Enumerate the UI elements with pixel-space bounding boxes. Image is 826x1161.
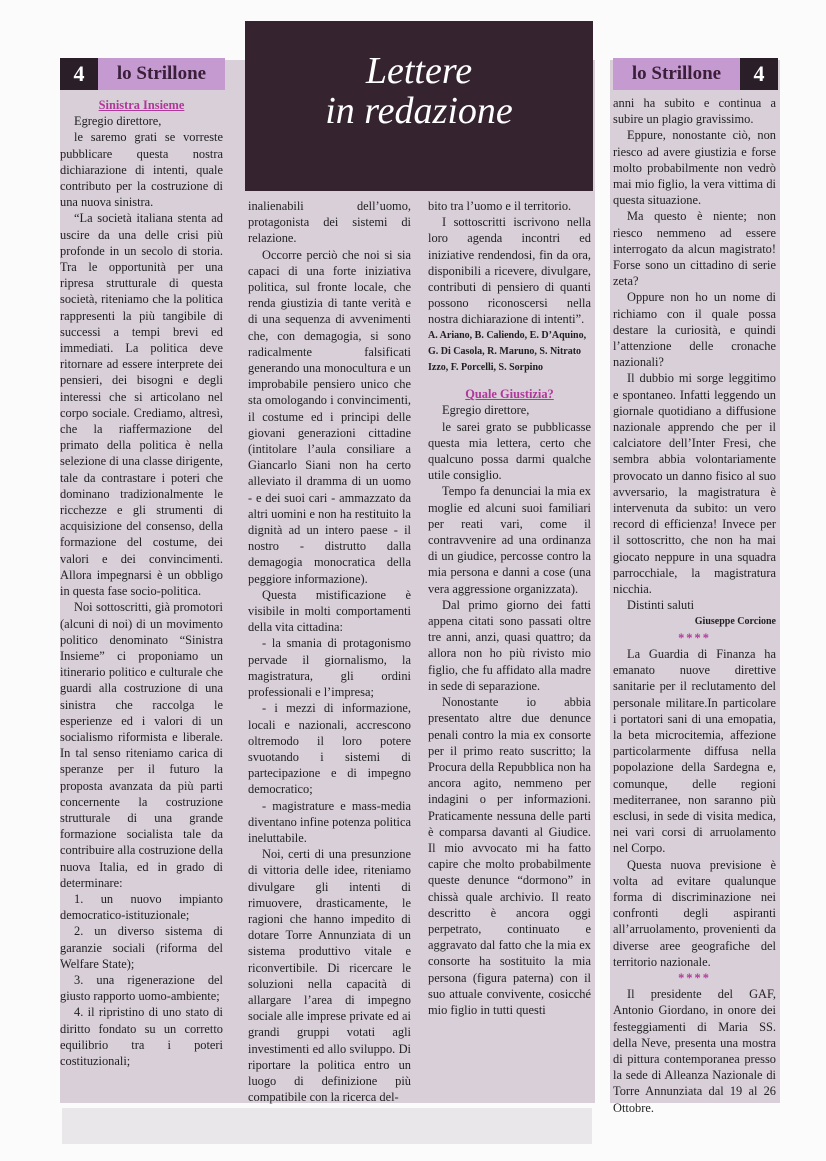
paragraph: 4. il ripristino di uno stato di diritto fondato su un corretto equilibrio tra i poteri costituzionali; [60, 1005, 223, 1068]
paragraph: - i mezzi di informazione, locali e nazionali, accrescono oltremodo il loro potere svuotando i sistemi di partecipazione e di impegno democratico; [248, 701, 411, 797]
paragraph: Egregio direttore, [442, 403, 530, 418]
page-number-left: 4 [60, 58, 98, 90]
paragraph: anni ha subito e continua a subire un plagio gravissimo. [613, 96, 776, 127]
paragraph: Oppure non ho un nome di richiamo con il quale possa destare la curiosità, e quindi l’attenzione delle cronache nazionali? [613, 290, 776, 370]
paragraph: Il presidente del GAF, Antonio Giordano, in onore dei festeggiamenti di Maria SS. della Neve, presenta una mostra di pittura contemporanea presso la sede di Alleanza Nazionale di Torre Annunziata dal 19 al 26 Ottobre. [613, 987, 776, 1115]
paragraph: Il dubbio mi sorge leggitimo e spontaneo. Infatti leggendo un giornale quotidiano a diffusione nazionale apprendo che per il calciatore dell’Inter Fresi, che sembra abbia volontariamente provocato un danno fisico al suo avversario, la magistratura è intervenuta da subito: un vero record di efficienza! Invece per il sottoscritto, che non ha mai giocato neppure in una squadra parrocchiale, la magistratura nicchia. [613, 371, 776, 597]
publication-name-right: lo Strillone [631, 63, 722, 84]
paragraph: I sottoscritti iscrivono nella loro agenda incontri ed iniziative rendendosi, fin da ora, disponibili a ricevere, divulgare, contributi di pensiero di quanti possono riconoscersi nella nostra dichiarazione di intenti”. [428, 215, 591, 327]
paragraph: - la smania di protagonismo pervade il giornalismo, la magistratura, gli ordini professionali e l’impresa; [248, 636, 411, 700]
column-1 [60, 97, 223, 1100]
publication-name-left: lo Strillone [116, 63, 207, 84]
paragraph: Questa nuova previsione è volta ad evitare qualunque forma di discriminazione nei confronti degli aspiranti all’arruolamento, provenienti da diverse aree geografiche del territorio nazionale. [613, 857, 776, 969]
separator-stars: **** [678, 630, 711, 645]
paragraph: - magistrature e mass-media diventano infine potenza politica ineluttabile. [248, 798, 411, 845]
page-header-right [613, 58, 778, 90]
signature: Giuseppe Corcione [694, 615, 776, 627]
paragraph: le sarei grato se pubblicasse questa mia lettera, certo che qualcuno possa darmi qualche utile consiglio. [428, 419, 591, 483]
paragraph: Eppure, nonostante ciò, non riesco ad avere giustizia e forse molto probabilmente non vedrò mai mio figlio, la vera vittima di questa situazione. [613, 128, 776, 208]
paragraph: Questa mistificazione è visibile in molti comportamenti della vita cittadina: [248, 587, 411, 635]
paragraph: 2. un diverso sistema di garanzie sociali (riforma del Welfare State); [60, 924, 223, 971]
paragraph: Noi, certi di una presunzione di vittoria delle idee, riteniamo divulgare gli intenti di rimuovere, drasticamente, le ragioni che hanno impedito di dotare Torre Annunziata di un sistema produttivo vitale e riconvertibile. Di ricercare le soluzioni nella capacità di allargare l’area di impegno sociale alle imprese private ed ai grandi gruppi votati agli investimenti ed allo sviluppo. Di riportare la politica entro un luogo di definizione più compatibile con la ricerca del- [248, 847, 411, 1105]
separator-stars: **** [678, 970, 711, 985]
article-heading-quale-giustizia: Quale Giustizia? [465, 387, 554, 402]
paragraph: Noi sottoscritti, già promotori (alcuni di noi) di un movimento politico denominato “Sinistra Insieme” ci proponiamo un itinerario politico e culturale che guardi alla costruzione di una sinistra che raccolga le esperienze ed i valori di un socialismo riformista e liberale. In tal senso riteniamo carica di speranze per il futuro la proposta avanzata da più parti concernente la costruzione strutturale di una grande formazione socialista tale da contribuire alla costruzione della nuova Italia, ed in grado di determinare: [60, 600, 223, 890]
paragraph: 1. un nuovo impianto democratico-istituzionale; [60, 891, 223, 923]
signatories: A. Ariano, B. Caliendo, E. D’Aquino, G. Di Casola, R. Maruno, S. Nitrato Izzo, F. Porcelli, S. Sorpino [428, 329, 587, 374]
paragraph: Egregio direttore, [74, 114, 162, 129]
article-heading-sinistra-insieme: Sinistra Insieme [98, 98, 185, 112]
paragraph: Ma questo è niente; non riesco nemmeno ad essere interrogato da alcun magistrato! Forse sono un cittadino di serie zeta? [613, 209, 776, 289]
footer-strip [62, 1108, 592, 1144]
paragraph: La Guardia di Finanza ha emanato nuove direttive sanitarie per il reclutamento del personale militare.In particolare i portatori sani di una emopatia, la beta microcitemia, affezione particolarmente diffusa nella popolazione della Sardegna e, comunque, delle regioni mediterranee, non saranno più esclusi, in sede di visita medica, nei vari corsi di arruolamento nel Corpo. [613, 646, 776, 856]
paragraph: Occorre perciò che noi si sia capaci di una forte iniziativa politica, sul fronte locale, che renda giustizia di tante verità e di una sequenza di avvenimenti che, con demagogia, si sono radicalmente falsificati generando una monocultura e un improbabile pensiero unico che sta omologando i convincimenti, il costume ed i principi delle giovani generazioni cittadine (intitolare l’aula consiliare a Giancarlo Siani non ha certo alleviato il dramma di un uomo - e dei suoi cari - ammazzato da altri uomini e non ha restituito la dignità ad un intero paese - il nostro - distrutto dalla demagogia monocratica della peggiore informazione). [248, 247, 411, 586]
page-number-right: 4 [740, 58, 778, 90]
closing-salutation: Distinti saluti [627, 598, 695, 613]
paragraph: Tempo fa denunciai la mia ex moglie ed alcuni suoi familiari per reati vari, come il contravvenire ad una ordinanza di un giudice, percosse contro la mia persona e danni a cose (una vera aggressione organizzata). [428, 484, 591, 596]
column-2 [248, 198, 411, 1105]
paragraph: “La società italiana stenta ad uscire da una delle crisi più profonde in un secolo di storia. Tra le opportunità per una ripresa strutturale di questa società, riteniamo che la politica rappresenti la più tangibile di successi a tempi brevi ed immediati. La politica deve ritornare ad essere interprete dei pensieri, dei bisogni e degli interessi che si articolano nel corpo sociale. Crediamo, altresì, che la riaffermazione del primato della politica è nella selezione di una classe dirigente, tale da contrastare i poteri che dominano tradizionalmente le ricchezze e gli strumenti di acquisizione del consenso, della formazione del costume, dei valori e dei convincimenti. Allora impegnarsi è un obbligo in questa fase socio-politica. [60, 211, 223, 599]
paragraph: Dal primo giorno dei fatti appena citati sono passati oltre tre anni, anzi, quasi quattro; da allora non ho più rivisto mio figlio, che fu affidato alla madre in sede di separazione. [428, 597, 591, 693]
column-3 [428, 198, 591, 1100]
paragraph: le saremo grati se vorreste pubblicare questa nostra dichiarazione di intenti, quale contributo per la costruzione di una nuova sinistra. [60, 130, 223, 210]
paragraph: bito tra l’uomo e il territorio. [428, 199, 572, 213]
paragraph: Nonostante io abbia presentato altre due denunce penali contro la mia ex consorte per il primo reato suscritto; la Procura della Repubblica non ha ancora agito, nemmeno per indagini o per informazioni. Praticamente nessuna delle parti è comparsa davanti al Giudice. Il mio avvocato mi ha fatto capire che molto probabilmente queste denunce “dormono” in chissà quale archivio. Il reato descritto è ancora oggi perpetrato, continuato e aggravato dal fatto che la mia ex consorte ha sostituito la mia persona (figura paterna) con il suo attuale convivente, cosicché mio figlio in tutti questi [428, 695, 591, 1017]
paragraph: 3. una rigenerazione del giusto rapporto uomo-ambiente; [60, 972, 223, 1004]
paragraph: inalienabili dell’uomo, protagonista dei sistemi di relazione. [248, 199, 411, 246]
section-title-line-1: Lettere [365, 50, 473, 92]
page-header-left [60, 58, 225, 90]
section-title-line-2: in redazione [325, 90, 513, 132]
column-4 [613, 95, 776, 1115]
section-title-box [245, 21, 593, 191]
